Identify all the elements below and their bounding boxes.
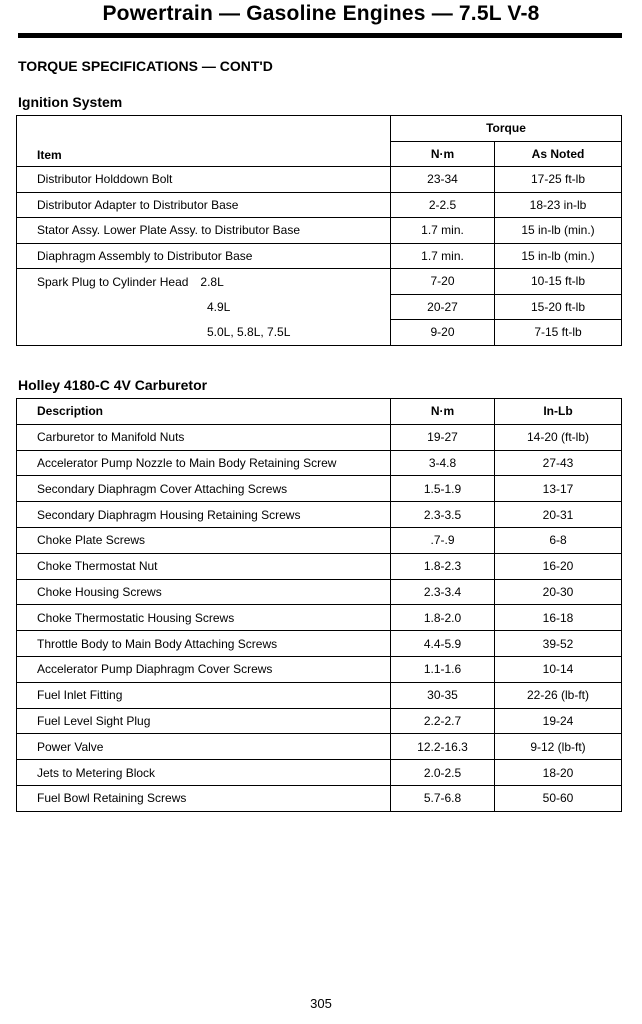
row-item: Spark Plug to Cylinder Head	[37, 274, 189, 289]
column-header-item: Item	[17, 116, 391, 167]
row-as-noted: 17-25 ft-lb	[495, 167, 622, 193]
row-nm: 2.2-2.7	[391, 708, 495, 734]
row-in-lb: 22-26 (lb-ft)	[495, 682, 622, 708]
row-item: Fuel Level Sight Plug	[17, 708, 391, 734]
row-in-lb: 19-24	[495, 708, 622, 734]
carburetor-torque-table	[16, 398, 622, 812]
row-in-lb: 20-30	[495, 579, 622, 605]
row-item: Choke Thermostatic Housing Screws	[17, 605, 391, 631]
table-row	[17, 192, 622, 218]
row-nm: 19-27	[391, 424, 495, 450]
row-nm: 2.3-3.4	[391, 579, 495, 605]
row-in-lb: 18-20	[495, 760, 622, 786]
row-item: Accelerator Pump Diaphragm Cover Screws	[17, 656, 391, 682]
page-number: 305	[310, 996, 332, 1011]
column-header-as-noted: As Noted	[495, 141, 622, 167]
table-row	[17, 218, 622, 244]
row-in-lb: 16-18	[495, 605, 622, 631]
row-as-noted: 15 in-lb (min.)	[495, 243, 622, 269]
table-row	[17, 502, 622, 528]
page-title: Powertrain — Gasoline Engines — 7.5L V-8	[102, 2, 540, 25]
row-nm: 3-4.8	[391, 450, 495, 476]
row-nm: 2.3-3.5	[391, 502, 495, 528]
header-rule	[18, 33, 622, 38]
row-item: Throttle Body to Main Body Attaching Screws	[17, 631, 391, 657]
row-nm: 30-35	[391, 682, 495, 708]
table-row	[17, 167, 622, 193]
row-nm: 1.5-1.9	[391, 476, 495, 502]
row-in-lb: 6-8	[495, 527, 622, 553]
table-row	[17, 294, 622, 320]
table-row	[17, 269, 622, 295]
row-item: Fuel Bowl Retaining Screws	[17, 785, 391, 811]
table-row	[17, 553, 622, 579]
row-engine-variant: 5.0L, 5.8L, 7.5L	[17, 320, 391, 346]
row-in-lb: 50-60	[495, 785, 622, 811]
row-item: Power Valve	[17, 734, 391, 760]
row-as-noted: 15 in-lb (min.)	[495, 218, 622, 244]
table-row	[17, 579, 622, 605]
row-item: Stator Assy. Lower Plate Assy. to Distributor Base	[17, 218, 391, 244]
row-nm: 1.7 min.	[391, 218, 495, 244]
row-nm: 1.1-1.6	[391, 656, 495, 682]
column-header-torque: Torque	[391, 116, 622, 142]
row-nm: 2.0-2.5	[391, 760, 495, 786]
row-item: Fuel Inlet Fitting	[17, 682, 391, 708]
ignition-torque-table	[16, 115, 622, 346]
row-in-lb: 10-14	[495, 656, 622, 682]
row-item: Carburetor to Manifold Nuts	[17, 424, 391, 450]
row-in-lb: 39-52	[495, 631, 622, 657]
table-row	[17, 785, 622, 811]
row-item: Distributor Adapter to Distributor Base	[17, 192, 391, 218]
row-in-lb: 16-20	[495, 553, 622, 579]
row-nm: 4.4-5.9	[391, 631, 495, 657]
row-in-lb: 9-12 (lb-ft)	[495, 734, 622, 760]
table-header-row	[17, 399, 622, 425]
row-in-lb: 13-17	[495, 476, 622, 502]
table-row	[17, 656, 622, 682]
row-as-noted: 15-20 ft-lb	[495, 294, 622, 320]
row-as-noted: 7-15 ft-lb	[495, 320, 622, 346]
column-header-in-lb: In-Lb	[495, 399, 622, 425]
row-in-lb: 20-31	[495, 502, 622, 528]
row-as-noted: 18-23 in-lb	[495, 192, 622, 218]
row-item-group	[17, 269, 391, 295]
column-header-nm: N·m	[391, 399, 495, 425]
table-row	[17, 476, 622, 502]
row-item: Secondary Diaphragm Housing Retaining Screws	[17, 502, 391, 528]
section-title: TORQUE SPECIFICATIONS — CONT'D	[18, 58, 273, 74]
table-row	[17, 631, 622, 657]
row-engine-variant: 4.9L	[17, 294, 391, 320]
table-row	[17, 424, 622, 450]
row-item: Accelerator Pump Nozzle to Main Body Retaining Screw	[17, 450, 391, 476]
row-nm: 1.8-2.0	[391, 605, 495, 631]
row-nm: 9-20	[391, 320, 495, 346]
table-row	[17, 320, 622, 346]
row-in-lb: 14-20 (ft-lb)	[495, 424, 622, 450]
row-as-noted: 10-15 ft-lb	[495, 269, 622, 295]
table-row	[17, 527, 622, 553]
row-nm: 23-34	[391, 167, 495, 193]
table-row	[17, 760, 622, 786]
column-header-description: Description	[17, 399, 391, 425]
row-item: Diaphragm Assembly to Distributor Base	[17, 243, 391, 269]
row-nm: 1.8-2.3	[391, 553, 495, 579]
row-nm: 7-20	[391, 269, 495, 295]
ignition-section-title: Ignition System	[18, 94, 123, 110]
carburetor-section-title: Holley 4180-C 4V Carburetor	[18, 377, 208, 393]
row-item: Secondary Diaphragm Cover Attaching Screws	[17, 476, 391, 502]
row-nm: 12.2-16.3	[391, 734, 495, 760]
row-item: Distributor Holddown Bolt	[17, 167, 391, 193]
table-header-row	[17, 116, 622, 142]
row-nm: .7-.9	[391, 527, 495, 553]
table-row	[17, 682, 622, 708]
row-nm: 20-27	[391, 294, 495, 320]
row-item: Choke Plate Screws	[17, 527, 391, 553]
table-row	[17, 605, 622, 631]
column-header-nm: N·m	[391, 141, 495, 167]
row-nm: 2-2.5	[391, 192, 495, 218]
table-row	[17, 708, 622, 734]
row-nm: 5.7-6.8	[391, 785, 495, 811]
row-in-lb: 27-43	[495, 450, 622, 476]
row-item: Jets to Metering Block	[17, 760, 391, 786]
row-item: Choke Housing Screws	[17, 579, 391, 605]
table-row	[17, 734, 622, 760]
row-engine-variant: 2.8L	[200, 274, 224, 289]
table-row	[17, 243, 622, 269]
row-item: Choke Thermostat Nut	[17, 553, 391, 579]
row-nm: 1.7 min.	[391, 243, 495, 269]
table-row	[17, 450, 622, 476]
